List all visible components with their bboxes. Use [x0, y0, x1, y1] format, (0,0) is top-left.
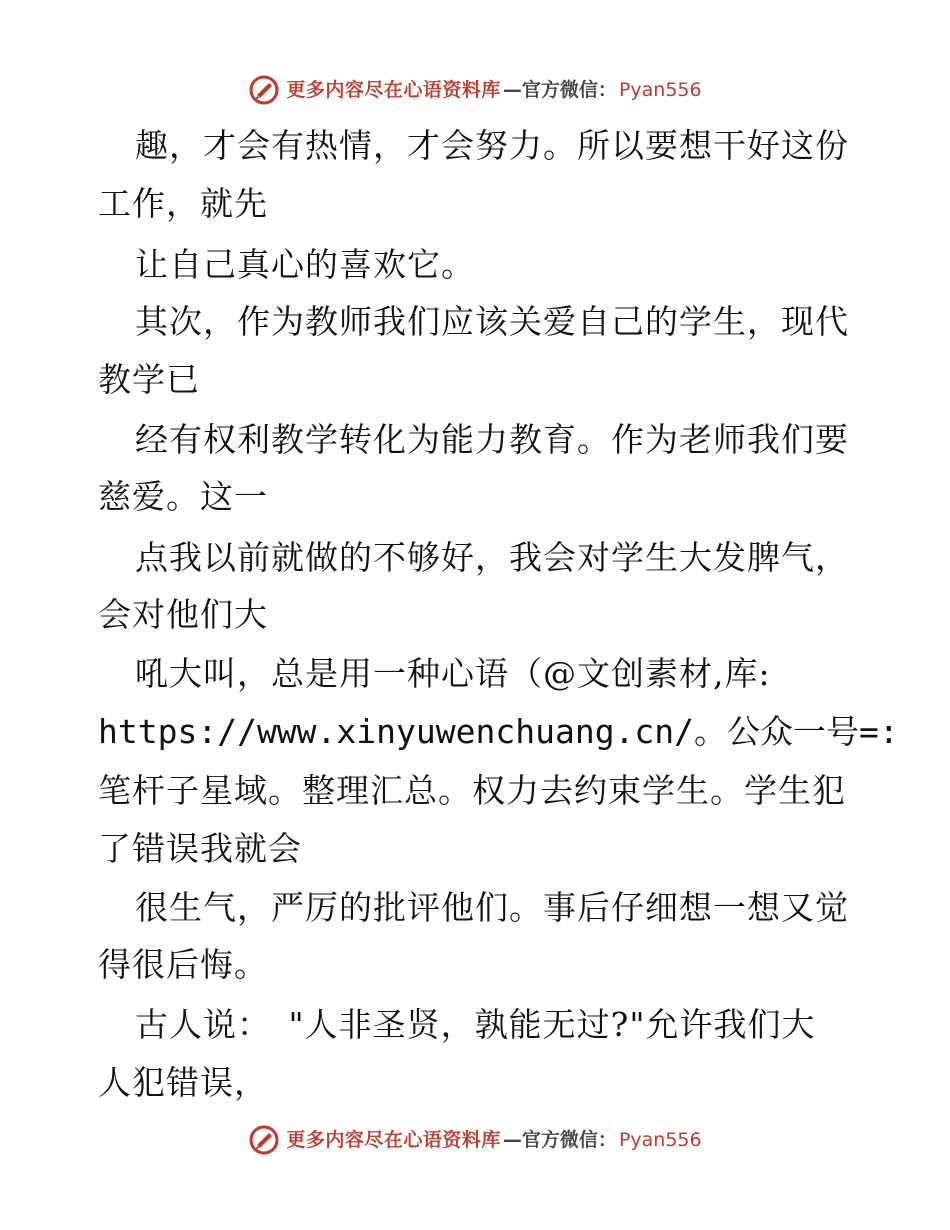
footer-watermark	[0, 1120, 950, 1160]
header-watermark	[0, 70, 950, 110]
logo-icon	[248, 74, 280, 106]
text-line: 慈爱。这一	[98, 477, 268, 516]
text-line: 人犯错误，	[98, 1063, 268, 1102]
text-line: 很生气，严厉的批评他们。事后仔细想一想又觉	[135, 888, 849, 927]
text-line: 教学已	[98, 360, 200, 399]
watermark-sub-text: —官方微信：	[502, 78, 617, 101]
text-line: 会对他们大	[98, 595, 268, 634]
text-line: 其次，作为教师我们应该关爱自己的学生，现代	[135, 302, 849, 341]
text-line: 让自己真心的喜欢它。	[135, 245, 475, 284]
watermark-main-text: 更多内容尽在心语资料库	[286, 1128, 501, 1151]
watermark-sub-text: —官方微信：	[502, 1128, 617, 1151]
text-line: 古人说： "人非圣贤，孰能无过?"允许我们大	[135, 1005, 816, 1044]
text-line: 工作，就先	[98, 184, 268, 223]
watermark-main-text: 更多内容尽在心语资料库	[286, 78, 501, 101]
text-line: 经有权利教学转化为能力教育。作为老师我们要	[135, 420, 849, 459]
watermark-wechat-id: Pyan556	[618, 78, 702, 101]
logo-icon	[248, 1124, 280, 1156]
watermark-wechat-id: Pyan556	[618, 1128, 702, 1151]
text-line: 得很后悔。	[98, 945, 268, 984]
text-line: 趣，才会有热情，才会努力。所以要想干好这份	[135, 126, 849, 165]
text-line: 点我以前就做的不够好，我会对学生大发脾气，	[135, 538, 849, 577]
text-line-url: https://www.xinyuwenchuang.cn/。公众一号=:	[98, 712, 899, 751]
text-line: 笔杆子星域。整理汇总。权力去约束学生。学生犯	[98, 771, 846, 810]
text-line: 了错误我就会	[98, 829, 302, 868]
text-line: 吼大叫，总是用一种心语（@文创素材,库:	[135, 654, 771, 693]
